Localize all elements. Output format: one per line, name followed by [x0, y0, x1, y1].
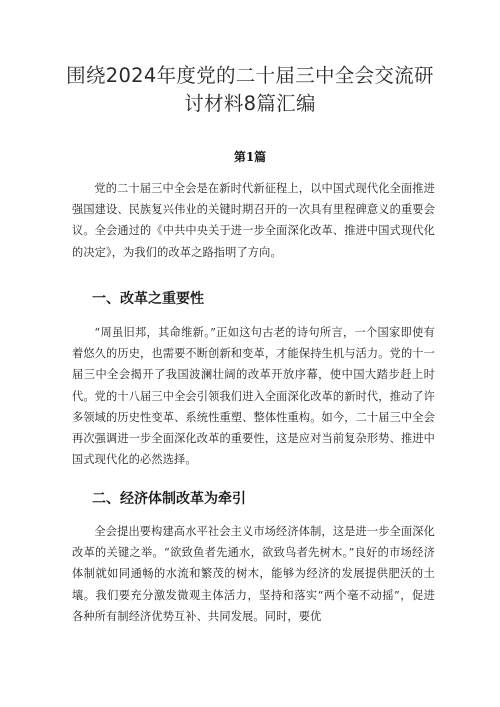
intro-paragraph: 党的二十届三中全会是在新时代新征程上，以中国式现代化全面推进强国建设、民族复兴伟业的关键时期召开的一次具有里程碑意义的重要会议。全会通过的《中共中央关于进一步全面深化改革、推进中国式现代化的决定》，为我们的改革之路指明了方向。	[72, 182, 435, 259]
section-paragraph-importance: “周虽旧邦，其命维新。”正如这句古老的诗句所言，一个国家即使有着悠久的历史，也需要不断创新和变革，才能保持生机与活力。党的十一届三中全会揭开了我国波澜壮阔的改革开放序幕，使中国大踏步赶上时代。党的十八届三中全会引领我们进入全面深化改革的新时代，推动了许多领域的历史性变革、系统性重塑、整体性重构。如今，二十届三中全会再次强调进一步全面深化改革的重要性，这是应对当前复杂形势、推进中国式现代化的必然选择。	[72, 326, 435, 467]
section-heading-economic-reform: 二、经济体制改革为牵引	[92, 491, 246, 507]
chapter-label: 第1篇	[233, 150, 267, 164]
section-paragraph-economic-reform: 全会提出要构建高水平社会主义市场经济体制，这是进一步全面深化改革的关键之举。“欲致鱼者先通水，欲致鸟者先树木。”良好的市场经济体制就如同通畅的水流和繁茂的树木，能够为经济的发展提供肥沃的土壤。我们要充分激发微观主体活力，坚持和落实“两个毫不动摇”，促进各种所有制经济优势互补、共同发展。同时，要优	[72, 525, 435, 623]
section-heading-importance: 一、改革之重要性	[92, 291, 204, 307]
document-title: 围绕2024年度党的二十届三中全会交流研讨材料8篇汇编	[66, 64, 434, 115]
